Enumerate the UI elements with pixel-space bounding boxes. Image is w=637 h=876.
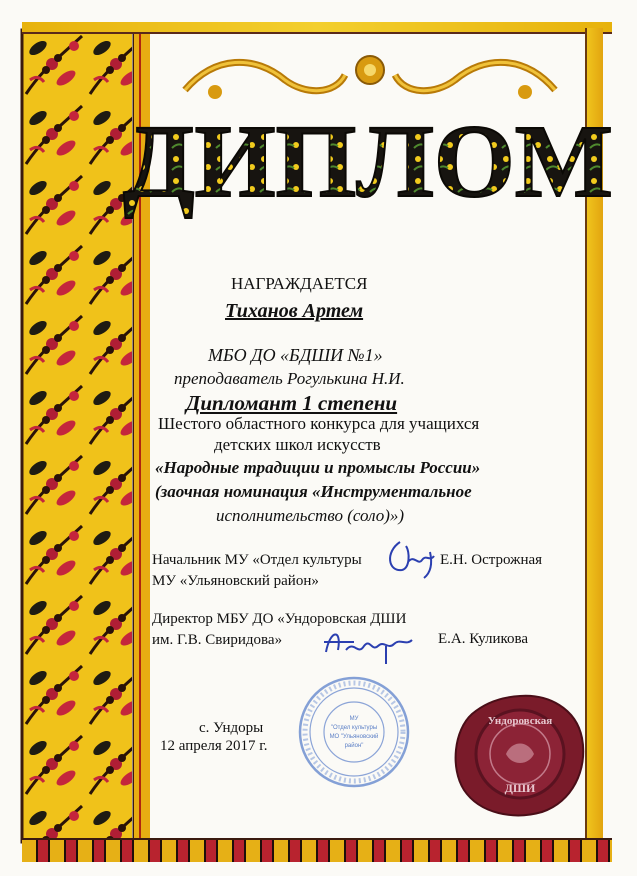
blue-stamp xyxy=(296,674,412,790)
wax-seal xyxy=(450,690,590,820)
school-name: МБО ДО «БДШИ №1» xyxy=(208,345,383,365)
awarded-label: НАГРАЖДАЕТСЯ xyxy=(231,274,368,293)
stamp-text-1: МУ xyxy=(349,716,359,722)
nomination-line-2: исполнительство (соло)») xyxy=(216,506,405,525)
diploma-title: ДИПЛОМ xyxy=(123,104,613,219)
place: с. Ундоры xyxy=(199,720,264,736)
signature-1 xyxy=(380,532,450,582)
stamp-text-3: МО "Ульяновский xyxy=(329,734,379,740)
stamp-text-2: "Отдел культуры xyxy=(330,725,378,731)
wax-seal-text-top: Ундоровская xyxy=(487,715,553,727)
contest-name: «Народные традиции и промыслы России» xyxy=(155,458,481,477)
signer-2-title-line-2: им. Г.В. Свиридова» xyxy=(152,632,283,648)
date: 12 апреля 2017 г. xyxy=(160,738,268,754)
signature-2 xyxy=(316,620,426,670)
diploma-title-graphic xyxy=(123,104,613,219)
signer-1-title-line-1: Начальник МУ «Отдел культуры xyxy=(152,552,362,568)
recipient-name: Тиханов Артем xyxy=(225,300,364,322)
signer-1-title-line-2: МУ «Ульяновский район» xyxy=(152,573,319,589)
gold-scroll-ornament xyxy=(175,50,565,110)
border-bottom xyxy=(22,838,612,862)
contest-line-1: Шестого областного конкурса для учащихся xyxy=(158,414,480,433)
wax-seal-text-bottom: ДШИ xyxy=(504,781,536,795)
nomination-line-1: (заочная номинация «Инструментальное xyxy=(155,482,472,501)
signer-1-name: Е.Н. Острожная xyxy=(440,552,543,568)
degree: Дипломант 1 степени xyxy=(186,391,398,415)
contest-line-2: детских школ искусств xyxy=(214,435,381,454)
border-top xyxy=(22,22,612,34)
signer-2-name: Е.А. Куликова xyxy=(438,631,529,647)
signer-2-title-line-1: Директор МБУ ДО «Ундоровская ДШИ xyxy=(152,611,407,627)
teacher-name: преподаватель Рогулькина Н.И. xyxy=(174,369,405,388)
stamp-text-4: район" xyxy=(344,743,364,749)
